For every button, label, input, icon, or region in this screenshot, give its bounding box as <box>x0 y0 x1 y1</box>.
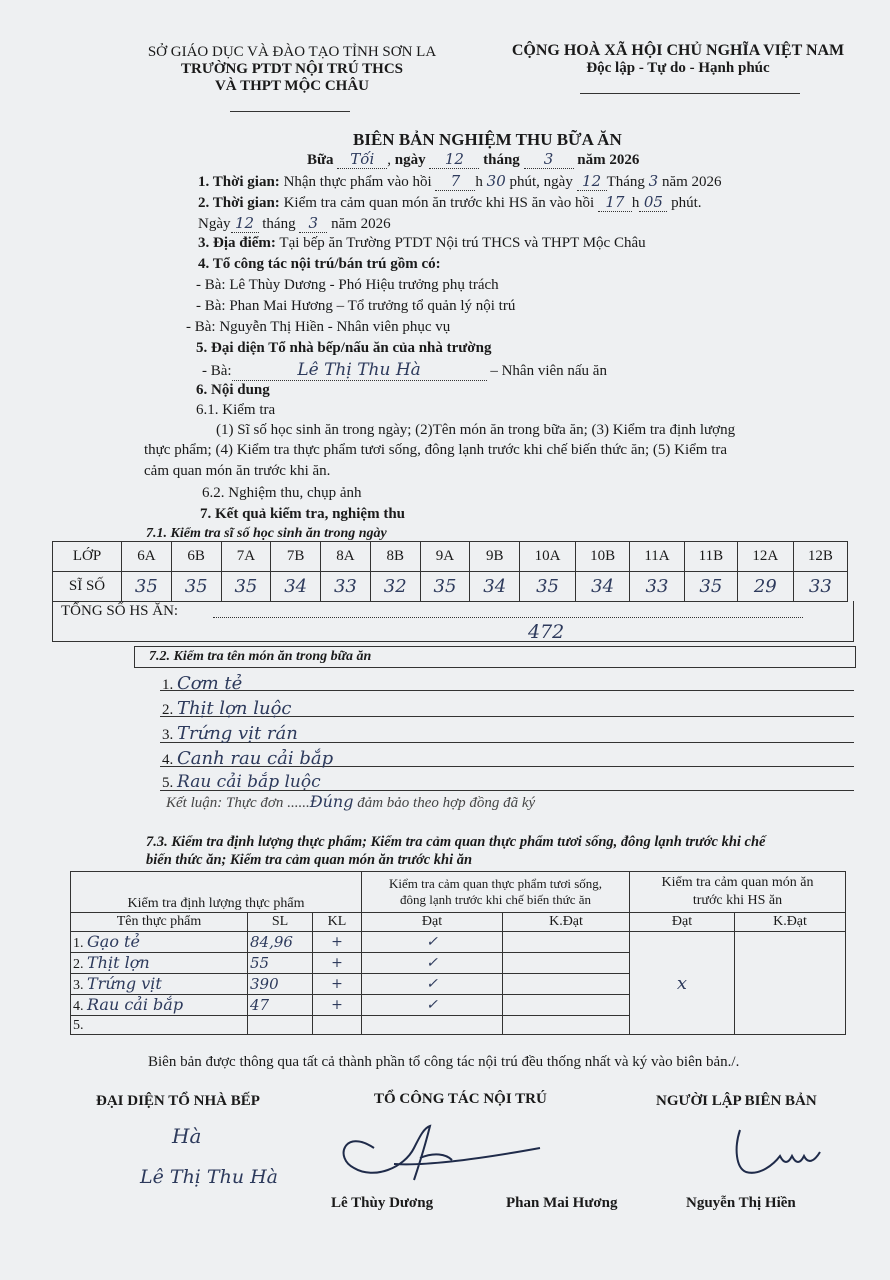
conclusion-text: đảm bảo theo hợp đồng đã ký <box>357 795 536 811</box>
school-name-line2: VÀ THPT MỘC CHÂU <box>214 78 370 94</box>
team-title: TỔ CÔNG TÁC NỘI TRÚ <box>374 1091 547 1107</box>
item-6-label: 6. Nội dung <box>196 382 270 398</box>
food-cell <box>71 1016 248 1035</box>
document-title: BIÊN BẢN NGHIỆM THU BỮA ĂN <box>353 130 622 149</box>
dat-cell: ✓ <box>362 953 503 974</box>
count-header: SĨ SỐ <box>53 572 122 602</box>
meal-pass-cell: x <box>630 932 735 1035</box>
item-2-month-label: tháng <box>262 216 296 232</box>
item-2-text-a: Kiểm tra cảm quan món ăn trước khi HS ăn vào hồi <box>283 195 595 211</box>
dish-num: 2. <box>162 702 174 718</box>
total-value: 472 <box>528 621 565 643</box>
class-cell: 7A <box>221 542 271 572</box>
food-cell <box>71 932 248 953</box>
group2-header <box>362 872 630 913</box>
class-row <box>53 542 848 572</box>
class-cell: 12A <box>737 542 793 572</box>
conclusion-value: Đúng <box>309 792 354 811</box>
group2-header-line1: Kiểm tra cảm quan thực phẩm tươi sống, <box>388 876 603 891</box>
item-1-hour: 7 <box>435 172 475 191</box>
food-name: Gạo tẻ <box>87 932 140 951</box>
header-left <box>112 44 472 95</box>
group1-header: Kiểm tra định lượng thực phẩm <box>71 872 362 913</box>
dat-cell: ✓ <box>362 974 503 995</box>
item-6-para-1: (1) Sĩ số học sinh ăn trong ngày; (2)Tên món ăn trong bữa ăn; (3) Kiểm tra định lượng <box>216 422 736 438</box>
count-cell: 35 <box>684 572 737 602</box>
sl-cell: 84,96 <box>248 932 313 953</box>
food-num: 2. <box>73 957 84 972</box>
item-2-text-c: phút. <box>671 195 702 211</box>
item-2-month: 3 <box>299 214 327 233</box>
dish-num: 4. <box>162 752 174 768</box>
kl-cell: + <box>313 995 362 1016</box>
meal-prefix: Bữa <box>307 152 334 168</box>
food-num: 1. <box>73 936 84 951</box>
food-row <box>71 932 846 953</box>
kdat-cell <box>503 953 630 974</box>
item-1-day: 12 <box>577 172 607 191</box>
section-73-title-line1: 7.3. Kiểm tra định lượng thực phẩm; Kiểm tra cảm quan thực phẩm tươi sống, đông lạnh trước khi chế <box>146 834 766 850</box>
item-2-line2 <box>198 214 391 233</box>
kdat-cell <box>503 974 630 995</box>
dish-2 <box>162 698 292 719</box>
item-1-label: 1. Thời gian: <box>198 174 280 190</box>
header-right-rule <box>580 93 800 94</box>
item-6-sub1: 6.1. Kiểm tra <box>196 402 276 418</box>
count-cell: 29 <box>737 572 793 602</box>
kitchen-signature-mark: Hà <box>172 1124 202 1148</box>
food-num: 5. <box>73 1017 84 1033</box>
team-member-name-2: Phan Mai Hương <box>506 1195 618 1211</box>
item-3-location <box>198 235 646 252</box>
item-2-day-label: Ngày <box>198 216 231 232</box>
class-cell: 11A <box>630 542 685 572</box>
class-cell: 6B <box>171 542 221 572</box>
day-value: 12 <box>429 150 479 169</box>
header-right <box>498 42 858 77</box>
dish-num: 5. <box>162 775 174 791</box>
item-6-para-3: cảm quan món ăn trước khi ăn. <box>144 463 331 479</box>
count-cell: 34 <box>470 572 520 602</box>
item-2-time-check <box>198 193 702 212</box>
dish-name: Canh rau cải bắp <box>177 748 334 769</box>
kl-cell: + <box>313 932 362 953</box>
dish-name: Cơm tẻ <box>177 673 243 694</box>
dat-cell: ✓ <box>362 932 503 953</box>
food-check-table <box>70 871 846 1035</box>
count-cell: 33 <box>630 572 685 602</box>
item-2-hour: 17 <box>598 193 632 212</box>
item-4-label: 4. Tổ công tác nội trú/bán trú gồm có: <box>198 256 441 272</box>
item-2-text-b: h <box>631 195 640 211</box>
class-cell: 8A <box>321 542 371 572</box>
dish-num: 1. <box>162 677 174 693</box>
dat-cell: ✓ <box>362 995 503 1016</box>
class-cell: 10A <box>520 542 576 572</box>
col-kdat: K.Đạt <box>503 913 630 932</box>
class-header: LỚP <box>53 542 122 572</box>
section-71-title: 7.1. Kiểm tra sĩ số học sinh ăn trong ngày <box>146 526 387 541</box>
team-leader-signature <box>334 1118 544 1188</box>
item-7-label: 7. Kết quả kiểm tra, nghiệm thu <box>200 506 406 522</box>
dish-name: Trứng vịt rán <box>177 723 298 744</box>
sl-cell: 55 <box>248 953 313 974</box>
month-value: 3 <box>524 150 574 169</box>
section-72-title: 7.2. Kiểm tra tên món ăn trong bữa ăn <box>149 649 372 664</box>
menu-conclusion: Kết luận: Thực đơn ......Đúng đảm bảo theo hợp đồng đã ký <box>166 792 536 811</box>
food-name: Rau cải bắp <box>87 995 184 1014</box>
dish-3 <box>162 723 298 744</box>
author-title: NGƯỜI LẬP BIÊN BẢN <box>656 1093 817 1109</box>
dish-4 <box>162 748 333 769</box>
dept-name: SỞ GIÁO DỤC VÀ ĐÀO TẠO TỈNH SƠN LA <box>147 44 437 60</box>
total-dotted-rule <box>213 617 803 618</box>
col-kl: KL <box>313 913 362 932</box>
closing-statement: Biên bản được thông qua tất cả thành phần tổ công tác nội trú đều thống nhất và ký vào biên bản./. <box>148 1054 740 1070</box>
class-cell: 10B <box>576 542 630 572</box>
dish-num: 3. <box>162 727 174 743</box>
kdat-cell <box>503 932 630 953</box>
section-73-title-line2: biến thức ăn; Kiểm tra cảm quan món ăn trước khi ăn <box>146 852 473 868</box>
class-cell: 6A <box>122 542 172 572</box>
group3-header-line1: Kiểm tra cảm quan món ăn <box>661 875 814 890</box>
item-5-label: 5. Đại diện Tổ nhà bếp/nấu ăn của nhà trường <box>196 340 492 356</box>
class-cell: 9A <box>420 542 470 572</box>
member-3: - Bà: Nguyễn Thị Hiền - Nhân viên phục vụ <box>186 319 451 335</box>
item-5-prefix: - Bà: <box>202 363 232 379</box>
count-cell: 35 <box>171 572 221 602</box>
school-name-line1: TRƯỜNG PTDT NỘI TRÚ THCS <box>181 61 403 77</box>
kl-cell <box>313 1016 362 1035</box>
item-1-month: 3 <box>648 172 659 190</box>
kitchen-signature-name: Lê Thị Thu Hà <box>140 1166 279 1188</box>
col-sl: SL <box>248 913 313 932</box>
item-1-text-d: Tháng <box>606 174 645 190</box>
total-box <box>52 601 854 642</box>
item-1-text-b: h <box>475 174 483 190</box>
item-2-year: năm 2026 <box>331 216 391 232</box>
count-cell: 33 <box>321 572 371 602</box>
column-header-row <box>71 913 846 932</box>
kl-cell: + <box>313 974 362 995</box>
kdat-cell <box>503 995 630 1016</box>
meal-line: Bữa Tối , ngày 12 tháng 3 năm 2026 <box>307 150 640 168</box>
food-name: Trứng vịt <box>87 974 162 993</box>
sl-cell: 390 <box>248 974 313 995</box>
count-cell: 35 <box>221 572 271 602</box>
day-label: ngày <box>394 152 426 168</box>
food-num: 4. <box>73 999 84 1014</box>
meal-value: Tối <box>337 150 387 169</box>
group2-header-line2: đông lạnh trước khi chế biến thức ăn <box>400 892 591 907</box>
food-cell <box>71 995 248 1016</box>
item-6-para-2: thực phẩm; (4) Kiểm tra thực phẩm tươi sống, đông lạnh trước khi chế biến thức ăn; (5) Kiểm tra <box>144 442 728 458</box>
group3-header-line2: trước khi HS ăn <box>692 893 783 908</box>
col-dat2: Đạt <box>630 913 735 932</box>
dish-rule-1 <box>160 690 854 691</box>
class-cell: 9B <box>470 542 520 572</box>
food-cell <box>71 974 248 995</box>
item-1-text-e: năm 2026 <box>661 174 722 190</box>
total-label: TỔNG SỐ HS ĂN: <box>61 603 179 619</box>
cook-name: Lê Thị Thu Hà <box>232 360 487 381</box>
food-cell <box>71 953 248 974</box>
class-cell: 12B <box>793 542 847 572</box>
col-kdat2: K.Đạt <box>735 913 846 932</box>
count-row <box>53 572 848 602</box>
dish-5 <box>162 772 321 792</box>
conclusion-label: Kết luận: Thực đơn <box>166 795 284 811</box>
sl-cell: 47 <box>248 995 313 1016</box>
author-name: Nguyễn Thị Hiền <box>686 1195 796 1211</box>
header-left-rule <box>230 111 350 112</box>
col-food: Tên thực phẩm <box>71 913 248 932</box>
member-2: - Bà: Phan Mai Hương – Tổ trưởng tổ quản lý nội trú <box>196 298 516 314</box>
national-title: CỘNG HOÀ XÃ HỘI CHỦ NGHĨA VIỆT NAM <box>511 42 845 59</box>
item-1-minute: 30 <box>486 172 506 190</box>
author-signature <box>730 1124 840 1180</box>
food-num: 3. <box>73 978 84 993</box>
class-cell: 8B <box>370 542 420 572</box>
food-name: Thịt lợn <box>87 953 150 972</box>
item-2-label: 2. Thời gian: <box>198 195 280 211</box>
col-dat: Đạt <box>362 913 503 932</box>
item-1-text-a: Nhận thực phẩm vào hồi <box>283 174 432 190</box>
group3-header <box>630 872 846 913</box>
class-cell: 11B <box>684 542 737 572</box>
item-6-sub2: 6.2. Nghiệm thu, chụp ảnh <box>202 485 362 501</box>
count-cell: 34 <box>576 572 630 602</box>
item-5-line <box>202 360 607 381</box>
item-1-time-receive <box>198 172 722 191</box>
count-cell: 34 <box>271 572 321 602</box>
section-72-title-box <box>134 646 856 668</box>
dish-name: Thịt lợn luộc <box>177 698 292 719</box>
item-5-suffix: – Nhân viên nấu ăn <box>490 363 607 379</box>
meal-fail-cell <box>735 932 846 1035</box>
item-2-minute: 05 <box>639 193 667 212</box>
kitchen-rep-title: ĐẠI DIỆN TỔ NHÀ BẾP <box>96 1093 260 1109</box>
count-cell: 35 <box>520 572 576 602</box>
class-cell: 7B <box>271 542 321 572</box>
item-1-text-c: phút, ngày <box>509 174 573 190</box>
item-3-text: Tại bếp ăn Trường PTDT Nội trú THCS và THPT Mộc Châu <box>279 235 646 251</box>
dish-name: Rau cải bắp luộc <box>177 772 321 792</box>
count-cell: 35 <box>420 572 470 602</box>
year-label: năm 2026 <box>577 152 640 168</box>
national-motto: Độc lập - Tự do - Hạnh phúc <box>586 60 770 76</box>
kdat-cell <box>503 1016 630 1035</box>
item-2-day: 12 <box>231 214 259 233</box>
dish-1 <box>162 673 242 694</box>
count-cell: 33 <box>793 572 847 602</box>
month-label: tháng <box>483 152 520 168</box>
dat-cell <box>362 1016 503 1035</box>
team-member-name-1: Lê Thùy Dương <box>331 1195 434 1211</box>
count-cell: 35 <box>122 572 172 602</box>
sl-cell <box>248 1016 313 1035</box>
group-header-row <box>71 872 846 913</box>
kl-cell: + <box>313 953 362 974</box>
member-1: - Bà: Lê Thùy Dương - Phó Hiệu trưởng phụ trách <box>196 277 499 293</box>
count-cell: 32 <box>370 572 420 602</box>
item-3-label: 3. Địa điểm: <box>198 235 276 251</box>
class-count-table <box>52 541 848 602</box>
